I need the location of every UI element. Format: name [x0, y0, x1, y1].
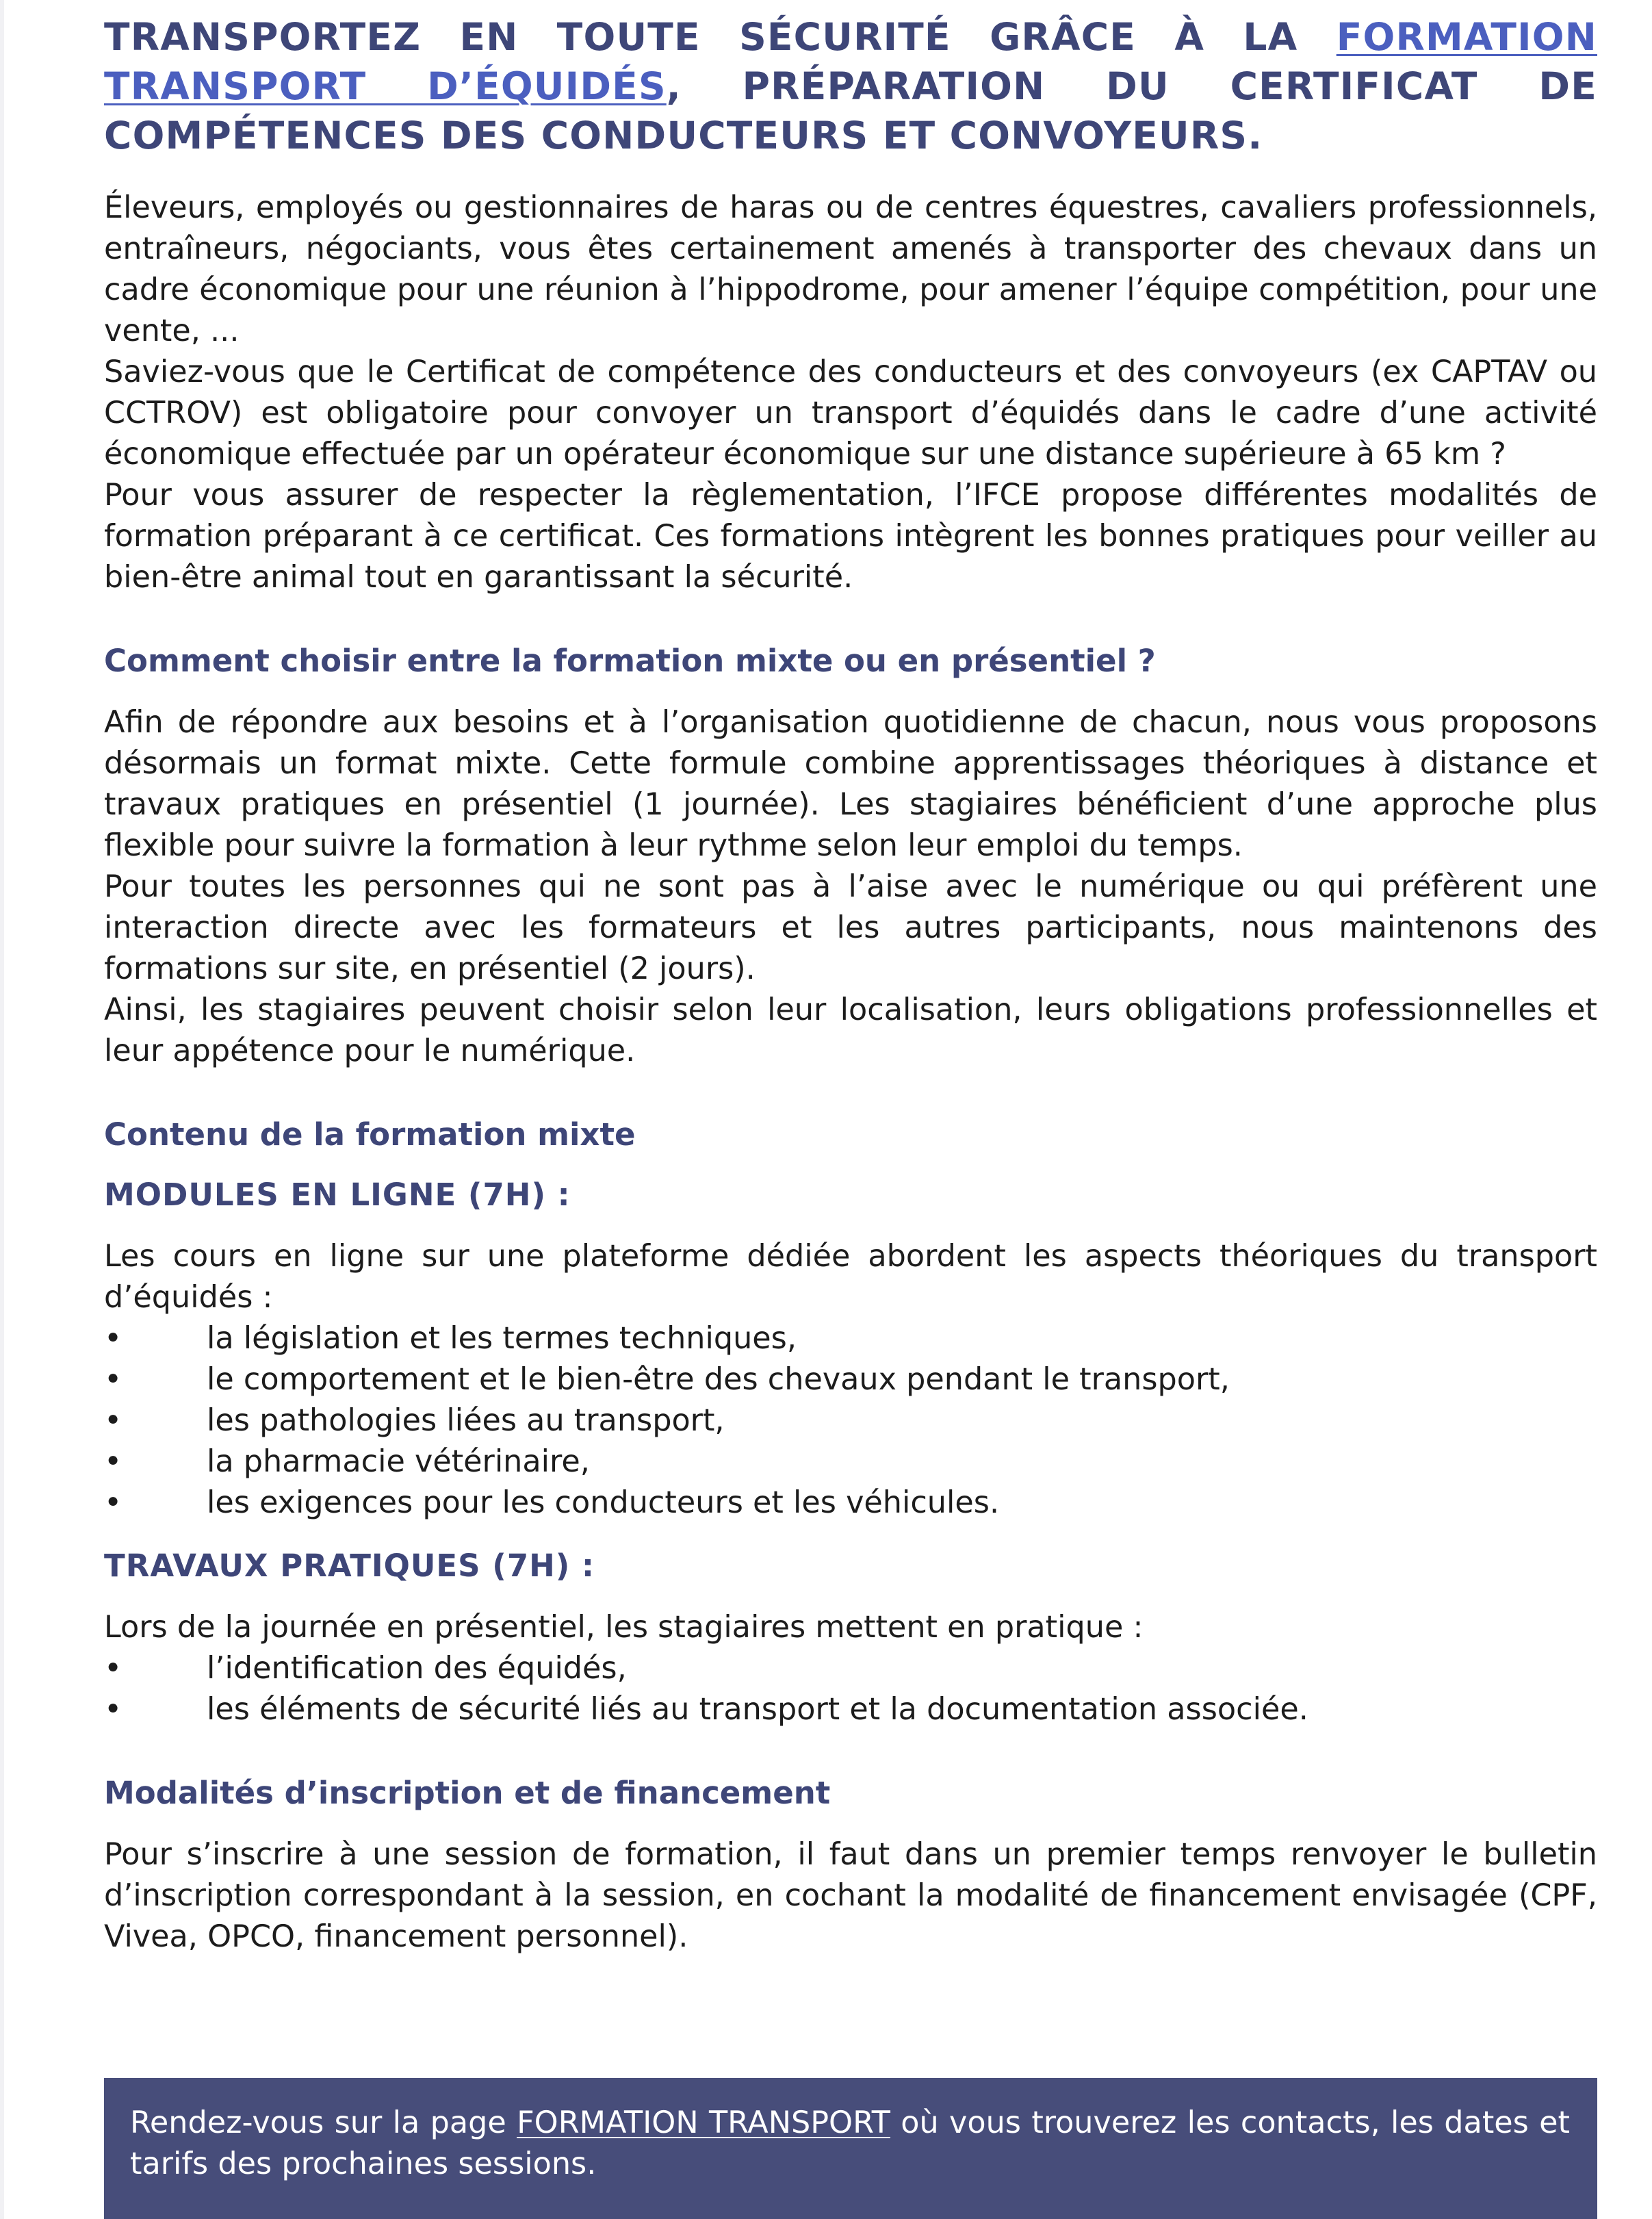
list-item: • les éléments de sécurité liés au transport et la documentation associée.	[104, 1689, 1597, 1730]
headline-text-start: TRANSPORTEZ EN TOUTE SÉCURITÉ GRÂCE À LA	[104, 15, 1337, 59]
formation-transport-equides-link[interactable]: FORMATION TRANSPORT D’ÉQUIDÉS	[104, 15, 1597, 108]
callout-box	[104, 2078, 1597, 2219]
registration-paragraph: Pour s’inscrire à une session de formation, il faut dans un premier temps renvoyer le bulletin d’inscription correspondant à la session, en cochant la modalité de financement envisagée (CPF, Vivea, OPCO, financement personnel).	[104, 1837, 1597, 1954]
registration-section-title: Modalités d’inscription et de financement	[104, 1775, 831, 1811]
intro-paragraph-3: Pour vous assurer de respecter la règlementation, l’IFCE propose différentes modalités de formation préparant à ce certificat. Ces formations intègrent les bonnes pratiques pour veiller au bien-être animal tout en garantissant la sécurité.	[104, 478, 1597, 595]
practical-work-title: TRAVAUX PRATIQUES (7H) :	[104, 1548, 595, 1584]
headline	[104, 12, 1597, 160]
list-item: • l’identification des équidés,	[104, 1648, 1597, 1689]
list-item: • les exigences pour les conducteurs et les véhicules.	[104, 1483, 1597, 1524]
online-modules-title: MODULES EN LIGNE (7H) :	[104, 1177, 571, 1213]
left-edge-rule	[0, 0, 4, 2219]
intro-paragraph-2: Saviez-vous que le Certificat de compétence des conducteurs et des convoyeurs (ex CAPTAV ou CCTROV) est obligatoire pour convoyer un transport d’équidés dans le cadre d’une activité économique effectuée par un opérateur économique sur une distance supérieure à 65 km ?	[104, 355, 1597, 472]
choice-paragraph-2: Pour toutes les personnes qui ne sont pas à l’aise avec le numérique ou qui préfèrent une interaction directe avec les formateurs et les autres participants, nous maintenons des formations sur site, en présentiel (2 jours).	[104, 869, 1597, 986]
choice-paragraph-1: Afin de répondre aux besoins et à l’organisation quotidienne de chacun, nous vous proposons désormais un format mixte. Cette formule combine apprentissages théoriques à distance et travaux pratiques en présentiel (1 journée). Les stagiaires bénéficient d’une approche plus flexible pour suivre la formation à leur rythme selon leur emploi du temps.	[104, 705, 1597, 863]
online-modules-list	[104, 1318, 1597, 1524]
article	[104, 12, 1597, 1958]
headline-text-end: , PRÉPARATION DU CERTIFICAT DE COMPÉTENCES DES CONDUCTEURS ET CONVOYEURS.	[104, 64, 1597, 157]
callout-text	[130, 2103, 1570, 2185]
choice-paragraph-3: Ainsi, les stagiaires peuvent choisir selon leur localisation, leurs obligations professionnelles et leur appétence pour le numérique.	[104, 992, 1597, 1068]
list-item: • le comportement et le bien-être des chevaux pendant le transport,	[104, 1359, 1597, 1400]
list-item: • la législation et les termes techniques,	[104, 1318, 1597, 1359]
callout-text-end: où vous trouverez les contacts, les dates et tarifs des prochaines sessions.	[130, 2105, 1570, 2181]
content-section-title: Contenu de la formation mixte	[104, 1116, 636, 1153]
practical-work-list	[104, 1648, 1597, 1730]
online-modules-intro: Les cours en ligne sur une plateforme dédiée abordent les aspects théoriques du transport d’équidés :	[104, 1239, 1597, 1315]
formation-transport-link[interactable]: FORMATION TRANSPORT	[517, 2105, 890, 2140]
intro-paragraph-1: Éleveurs, employés ou gestionnaires de haras ou de centres équestres, cavaliers professionnels, entraîneurs, négociants, vous êtes certainement amenés à transporter des chevaux dans un cadre économique pour une réunion à l’hippodrome, pour amener l’équipe compétition, pour une vente, ...	[104, 190, 1597, 348]
list-item: • les pathologies liées au transport,	[104, 1400, 1597, 1441]
choice-section-title: Comment choisir entre la formation mixte ou en présentiel ?	[104, 643, 1156, 679]
practical-work-intro: Lors de la journée en présentiel, les stagiaires mettent en pratique :	[104, 1610, 1144, 1645]
callout-text-start: Rendez-vous sur la page	[130, 2105, 517, 2140]
list-item: • la pharmacie vétérinaire,	[104, 1441, 1597, 1483]
